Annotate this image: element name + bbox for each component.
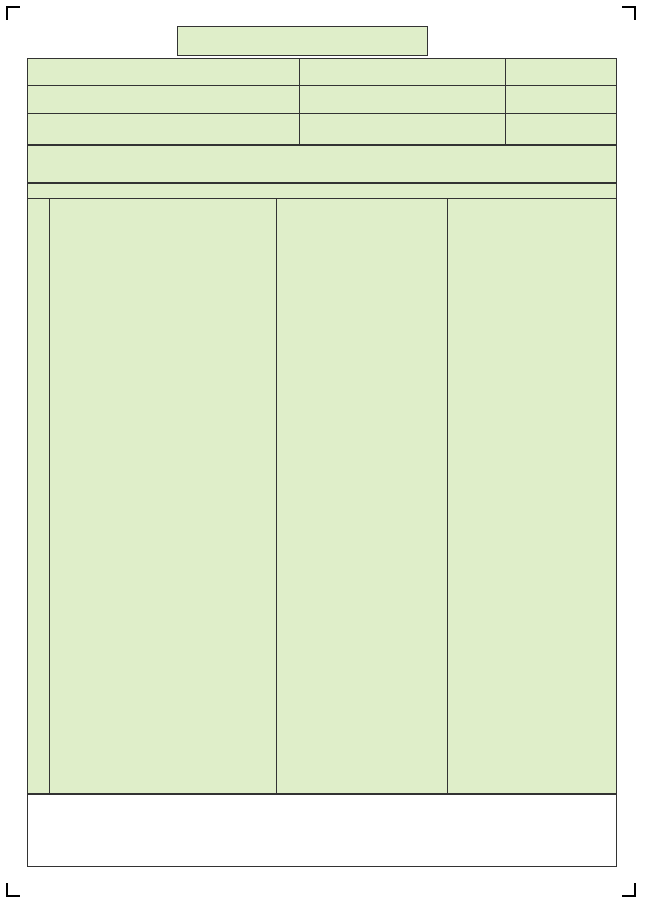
top-rows-divider <box>299 59 300 146</box>
corner-mark-tl <box>6 6 20 20</box>
section-header <box>27 145 617 183</box>
col-divider-1 <box>276 198 277 795</box>
top-rows-panel <box>27 58 617 145</box>
corner-mark-br <box>622 883 636 897</box>
table-head <box>28 198 616 212</box>
top-row-67 <box>28 86 616 114</box>
dic-field[interactable] <box>267 34 427 49</box>
top-row-68 <box>28 114 616 146</box>
top-row-66 <box>28 59 616 86</box>
corner-mark-tr <box>622 6 636 20</box>
table-3 <box>27 183 617 794</box>
barcode <box>481 21 607 49</box>
col-divider-2 <box>447 198 448 795</box>
dic-box <box>177 26 428 56</box>
col-divider-r <box>49 198 50 795</box>
top-rows-divider-right <box>505 59 506 146</box>
corner-mark-bl <box>6 883 20 897</box>
footnotes <box>27 794 617 867</box>
